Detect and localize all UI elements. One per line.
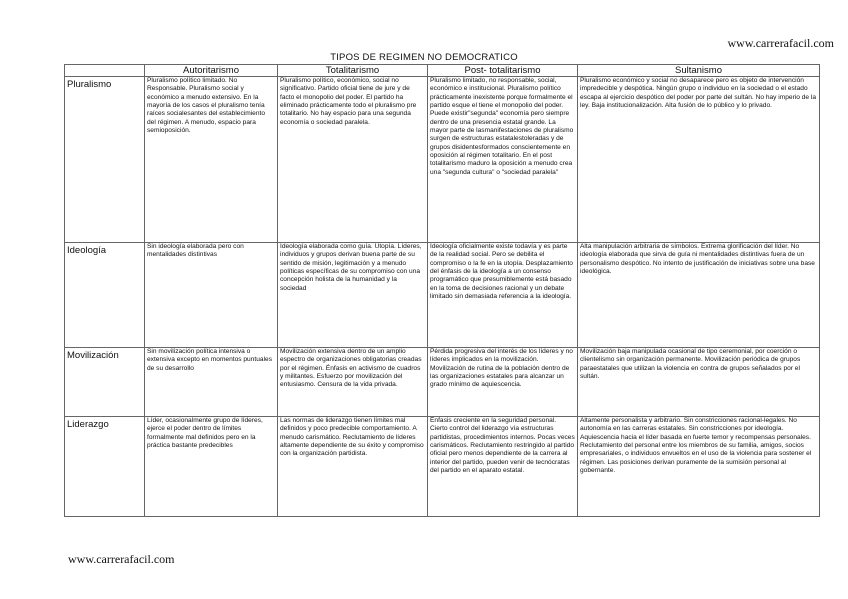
table-cell: Pluralismo político, económico, social no significativo. Partido oficial tiene de jure y de facto el monopolio del poder. El partido ha eliminado prácticamente todo el pluralismo pre totalitario. No hay espacio para una segunda economía o sociedad paralela. — [278, 77, 428, 243]
corner-cell — [65, 65, 145, 77]
table-cell: Pluralismo político limitado. No Responsable. Pluralismo social y económico a menudo extensivo. En la mayoría de los casos el pluralismo tenía raíces socialesantes del establecimiento del régimen. A menudo, espacio para semioposición. — [145, 77, 278, 243]
column-header: Sultanismo — [578, 65, 820, 77]
table-cell: Sin ideología elaborada pero con mentalidades distintivas — [145, 243, 278, 348]
table-cell: Pluralismo limitado, no responsable, social, económico e institucional. Pluralismo político prácticamente inexistente porque formalmente el partido esque el tiene el monopolio del poder. Puede existir"segunda" economía pero siempre dentro de una presencia estatal grande. La mayor parte de lasmanifestaciones de pluralismo surgen de estructuras estatalestoleradas y de grupos disidentesformados conscientemente en oposición al régimen totalitario. En el post totalitarismo maduro la oposición a menudo crea una "segunda cultura" o "sociedad paralela" — [428, 77, 578, 243]
header-row — [65, 65, 820, 77]
table-cell: Ideología oficialmente existe todavía y es parte de la realidad social. Pero se debilita el compromiso o la fe en la utopía. Desplazamiento del énfasis de la ideología a un consenso programático que presumiblemente está basado en la toma de decisiones racional y un debate limitado sin demasiada referencia a la ideología. — [428, 243, 578, 348]
table-row — [65, 243, 820, 348]
document-title: TIPOS DE REGIMEN NO DEMOCRATICO — [330, 52, 518, 63]
table-cell: Pérdida progresiva del interés de los líderes y no líderes implicados en la movilización. Movilización de rutina de la población dentro de las organizaciones estatales para alcanzar un grado mínimo de aquiescencia. — [428, 348, 578, 417]
column-header: Post- totalitarismo — [428, 65, 578, 77]
table-cell: Altamente personalista y arbitrario. Sin constricciones racional-legales. No autonomía en las carreras estatales. Sin constricciones por ideología. Aquiescencia hacia el líder basada en fuerte temor y recompensas personales. Reclutamiento del personal entre los miembros de su familia, amigos, socios empresariales, o individuos envueltos en el uso de la violencia para sostener el régimen. Las posiciones derivan puramente de la sumisión personal al gobernante. — [578, 417, 820, 517]
table-row — [65, 77, 820, 243]
table-cell: Énfasis creciente en la seguridad personal. Cierto control del liderazgo vía estructuras partidistas, procedimientos internos. Pocas veces carismáticos. Reclutamiento restringido al partido oficial pero menos dependiente de la carrera al interior del partido, pueden venir de tecnócratas del partido en el aparato estatal. — [428, 417, 578, 517]
table-cell: Líder, ocasionalmente grupo de líderes, ejerce el poder dentro de límites formalmente mal definidos pero en la práctica bastante predecibles — [145, 417, 278, 517]
table-cell: Las normas de liderazgo tienen límites mal definidos y poco predecible comportamiento. A menudo carismático. Reclutamiento de líderes altamente dependiente de su éxito y compromiso con la organización partidista. — [278, 417, 428, 517]
table-cell: Movilización extensiva dentro de un amplio espectro de organizaciones obligatorias creadas por el régimen. Énfasis en activismo de cuadros y militantes. Esfuerzo por movilización del entusiasmo. Censura de la vida privada. — [278, 348, 428, 417]
table-row — [65, 348, 820, 417]
row-header: Liderazgo — [65, 417, 145, 517]
table-cell: Movilización baja manipulada ocasional de tipo ceremonial, por coerción o clientelismo sin organización permanente. Movilización periódica de grupos paraestatales que utilizan la violencia en contra de grupos señalados por el sultán. — [578, 348, 820, 417]
column-header: Totalitarismo — [278, 65, 428, 77]
table-row — [65, 417, 820, 517]
site-url-bottom: www.carrerafacil.com — [68, 552, 175, 566]
table-cell: Alta manipulación arbitraria de símbolos. Extrema glorificación del líder. No ideología elaborada que sirva de guía ni mentalidades distintivas fuera de un personalismo despótico. No intento de justificación de iniciativas sobre una base ideológica. — [578, 243, 820, 348]
table-cell: Sin movilización política intensiva o extensiva excepto en momentos puntuales de su desarrollo — [145, 348, 278, 417]
table-cell: Ideología elaborada como guía. Utopía. Líderes, individuos y grupos derivan buena parte de su sentido de misión, legitimación y a menudo políticas específicas de su compromiso con una concepción holista de la humanidad y la sociedad — [278, 243, 428, 348]
row-header: Movilización — [65, 348, 145, 417]
regime-comparison-table — [64, 64, 820, 517]
table-cell: Pluralismo económico y social no desaparece pero es objeto de intervención impredecible y despótica. Ningún grupo o individuo en la sociedad o el estado escapa al ejercicio despótico del poder por parte del sultán. No hay imperio de la ley. Baja institucionalización. Alta fusión de lo público y lo privado. — [578, 77, 820, 243]
column-header: Autoritarismo — [145, 65, 278, 77]
row-header: Pluralismo — [65, 77, 145, 243]
row-header: Ideología — [65, 243, 145, 348]
site-url-top: www.carrerafacil.com — [727, 36, 834, 50]
